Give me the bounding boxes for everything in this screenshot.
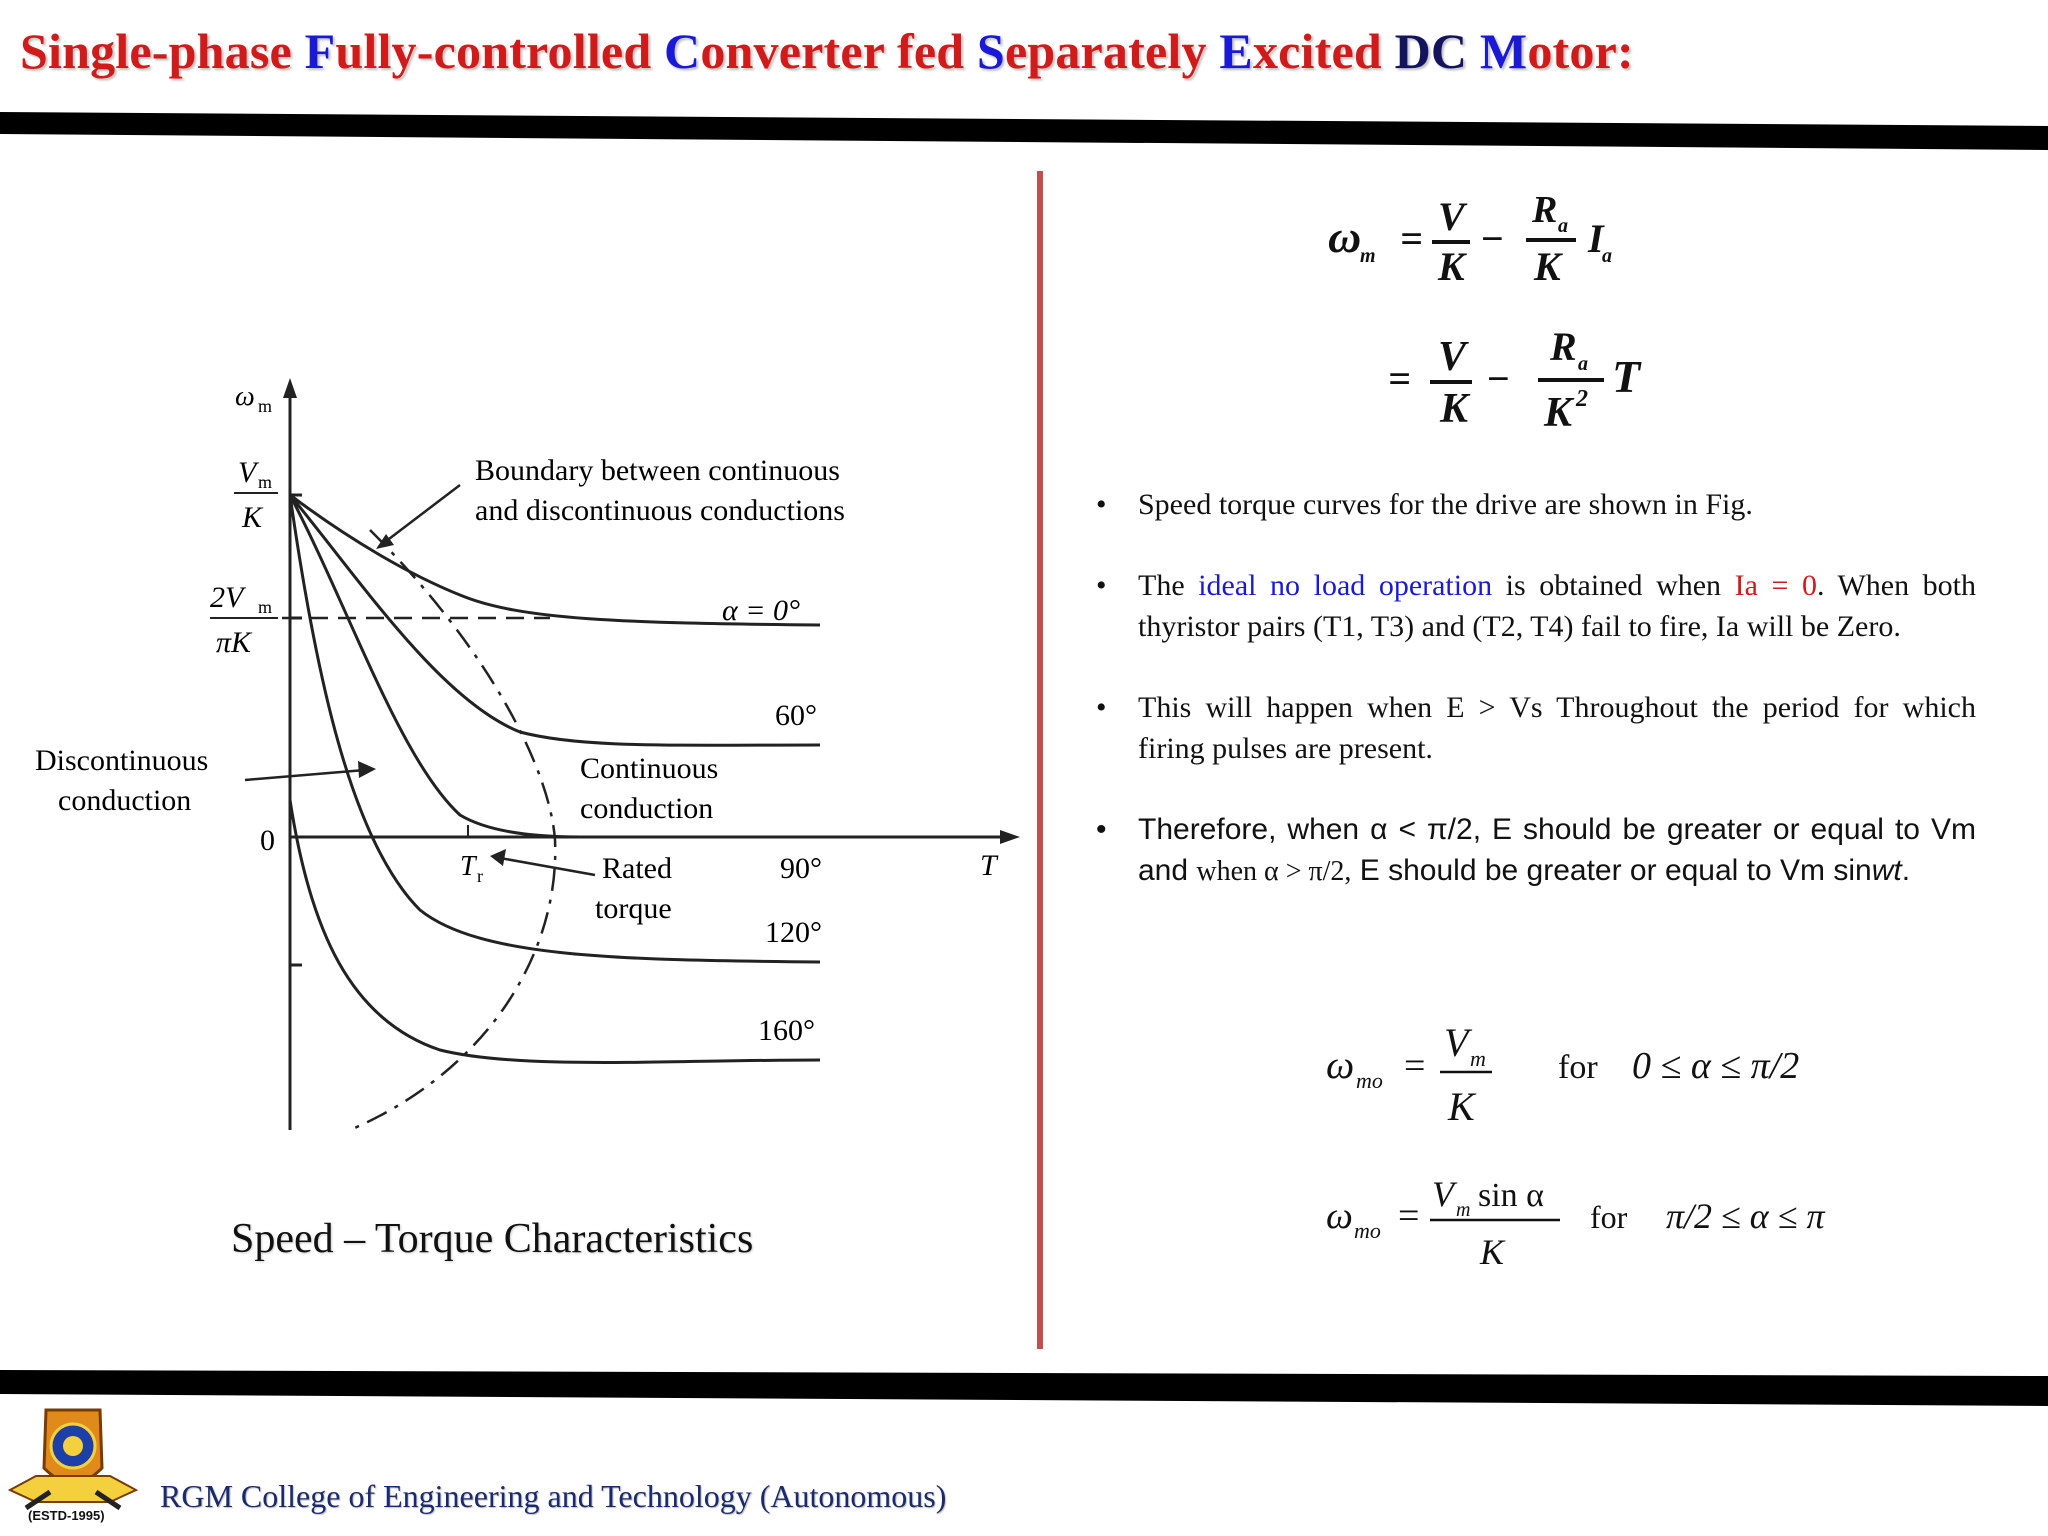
svg-text:K: K [1440,386,1469,432]
alpha-label-60: 60° [775,699,817,732]
svg-text:ω: ω [1326,1195,1353,1237]
svg-text:K: K [1448,1084,1475,1129]
vm-k-den: K [242,501,263,534]
origin-label: 0 [260,824,275,857]
svg-text:V: V [1432,1174,1454,1214]
alpha-label-160: 160° [758,1014,815,1047]
discontinuous-label-line1: Discontinuous [35,744,209,777]
rated-label-line1: Rated [602,852,672,885]
svg-text:R: R [1532,189,1558,231]
highlight-ia-zero: Ia = 0 [1734,569,1817,602]
tr-sub: r [477,866,483,886]
highlight-ideal-no-load: ideal no load operation [1198,569,1493,602]
svg-text:for: for [1590,1199,1628,1235]
svg-text:−: − [1480,216,1505,261]
title-part: DC [1394,23,1480,79]
bullet-item: • Speed torque curves for the drive are shown in Fig. [1096,484,1976,525]
continuous-label-line2: conduction [580,792,714,825]
column-divider [1037,171,1043,1349]
svg-text:K: K [1544,390,1573,436]
title-part: onverter fed [700,23,977,79]
x-axis-arrow [1000,830,1020,844]
boundary-curve [350,530,555,1130]
svg-text:a: a [1602,245,1612,267]
speed-equation [1320,180,1700,460]
svg-text:2: 2 [1576,386,1588,412]
rated-label-line2: torque [595,892,672,925]
svg-text:K: K [1438,244,1465,289]
svg-text:mo: mo [1354,1218,1381,1243]
estd-label: (ESTD-1995) [28,1508,105,1523]
no-load-speed-formulas [1320,1020,1880,1280]
title-part: Single-phase [20,23,305,79]
svg-text:0 ≤ α ≤ π/2: 0 ≤ α ≤ π/2 [1632,1045,1800,1087]
svg-text:−: − [1486,356,1511,401]
two-vm-num-sub: m [258,597,273,617]
two-vm-den: πK [216,626,252,659]
svg-text:mo: mo [1356,1068,1383,1093]
svg-text:m: m [1470,1046,1486,1071]
curve-alpha-120 [290,495,820,962]
y-axis-arrow [283,378,297,398]
svg-text:V: V [1444,1020,1469,1065]
alpha-label-0: α = 0° [722,594,800,627]
speed-torque-figure [20,370,1020,1150]
svg-text:m: m [1456,1199,1471,1221]
bullet-item: • This will happen when E > Vs Throughout the period for which firing pulses are present. [1096,687,1976,769]
slide-title [20,22,1634,80]
y-axis-label: ω [235,381,255,412]
bullet-list [1096,484,1976,932]
curve-alpha-90 [290,495,580,837]
svg-text:=: = [1404,1045,1426,1087]
y-axis-sub: m [258,396,273,416]
bottom-divider-bar [0,1368,2048,1408]
svg-text:I: I [1588,216,1604,261]
bullet-item: • Therefore, when α < π/2, E should be greater or equal to Vm and when α > π/2, E should be greater or equal to Vm sinwt. [1096,809,1976,892]
svg-text:ω: ω [1328,211,1362,262]
svg-text:V: V [1438,334,1467,380]
vm-k-num: V [238,456,257,489]
title-part: eparately [1004,23,1220,79]
title-part: E [1219,23,1253,79]
svg-text:K: K [1534,244,1561,289]
bullet-item: • The ideal no load operation is obtained when Ia = 0. When both thyristor pairs (T1, T3) and (T2, T4) fail to fire, Ia will be Zero. [1096,565,1976,647]
top-divider-bar [0,110,2048,150]
svg-text:R: R [1550,324,1577,369]
svg-text:for: for [1558,1049,1598,1086]
boundary-label-line1: Boundary between continuous [475,454,840,487]
figure-caption: Speed – Torque Characteristics [231,1216,754,1262]
college-name: RGM College of Engineering and Technology (Autonomous) [160,1478,947,1514]
svg-text:T: T [1612,351,1641,402]
discontinuous-label-line2: conduction [58,784,192,817]
svg-text:a: a [1558,215,1568,237]
alpha-label-90: 90° [780,852,822,885]
title-part: otor: [1527,23,1634,79]
x-axis-label: T [980,849,997,882]
two-vm-num: 2V [210,581,244,614]
svg-text:=: = [1400,216,1423,261]
title-part: C [664,23,701,79]
svg-text:a: a [1578,353,1588,375]
svg-text:sin α: sin α [1478,1177,1544,1214]
continuous-label-line1: Continuous [580,752,719,785]
title-part: M [1479,23,1528,79]
svg-text:=: = [1388,356,1411,401]
tr-label: T [460,851,476,882]
svg-text:K: K [1480,1232,1505,1272]
title-part: S [976,23,1005,79]
svg-text:=: = [1398,1195,1420,1237]
vm-k-num-sub: m [258,472,273,492]
alpha-label-120: 120° [765,916,822,949]
svg-text:m: m [1360,245,1376,267]
svg-text:π/2 ≤ α ≤ π: π/2 ≤ α ≤ π [1666,1196,1825,1236]
svg-text:ω: ω [1326,1042,1355,1087]
title-part: xcited [1252,23,1395,79]
title-part: ully-controlled [335,23,665,79]
title-part: F [304,23,336,79]
svg-text:V: V [1438,194,1465,239]
boundary-label-line2: and discontinuous conductions [475,494,845,527]
